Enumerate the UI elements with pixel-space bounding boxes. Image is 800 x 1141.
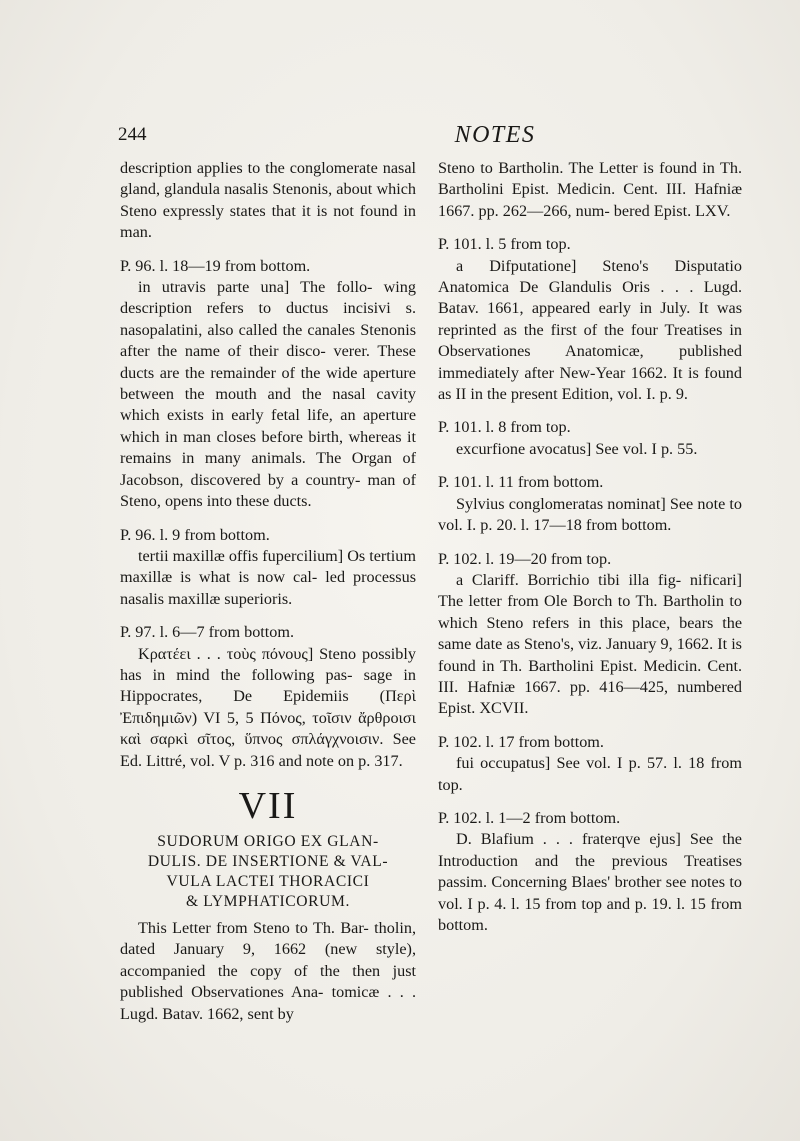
page-header xyxy=(118,124,742,152)
right-reference-1: P. 101. l. 5 from top. xyxy=(438,235,571,254)
section-title xyxy=(120,832,416,912)
left-reference-1: P. 96. l. 18—19 from bottom. xyxy=(120,256,311,275)
left-paragraph-2: in utravis parte una] The follo- wing description refers to ductus incisivi s. nasopalatini, also called the canales Stenonis after the name of their disco- verer. These ducts are the remainder of the wide aperture between the mouth and the nasal cavity which exists in early fetal life, an aperture which in man closes before birth, whereas it remains in many animals. The Organ of Jacobson, discovered by a country- man of Steno, opens into these ducts. xyxy=(120,278,416,511)
left-paragraph-1: description applies to the conglomerate nasal gland, glandula nasalis Stenonis, about which Steno expressly states that it is not found in man. xyxy=(120,159,416,242)
right-column xyxy=(438,158,742,936)
left-reference-2: P. 96. l. 9 from bottom. xyxy=(120,525,270,544)
section-title-line-2: DULIS. DE INSERTIONE & VAL- xyxy=(147,852,389,870)
left-column xyxy=(120,158,416,1025)
right-reference-4: P. 102. l. 19—20 from top. xyxy=(438,549,612,568)
left-reference-3: P. 97. l. 6—7 from bottom. xyxy=(120,623,295,642)
right-paragraph-7: D. Blafium . . . fraterqve ejus] See the Introduction and the previous Treatises passim. Concerning Blaes' brother see notes to vol. I p. 4. l. 15 from top and p. 19. l. 15 from bottom. xyxy=(438,830,742,934)
right-reference-5: P. 102. l. 17 from bottom. xyxy=(438,732,604,751)
running-head: NOTES xyxy=(454,122,536,148)
left-paragraph-3: tertii maxillæ offis fupercilium] Os tertium maxillæ is what is now cal- led processus nasalis maxillæ superioris. xyxy=(120,546,416,608)
right-paragraph-1: Steno to Bartholin. The Letter is found in Th. Bartholini Epist. Medicin. Cent. III. Hafniæ 1667. pp. 262—266, num- bered Epist. LXV. xyxy=(438,159,742,220)
right-paragraph-5: a Clariff. Borrichio tibi illa fig- nificari] The letter from Ole Borch to Th. Bartholin to which Steno refers in this place, bears the same date as Steno's, viz. January 9, 1662. It is found in Th. Bartholini Epist. Medicin. Cent. III. Hafniæ 1667. pp. 416—425, numbered Epist. XCVII. xyxy=(438,570,742,718)
right-paragraph-4: Sylvius conglomeratas nominat] See note to vol. I. p. 20. l. 17—18 from bottom. xyxy=(438,494,742,535)
section-title-line-1: SUDORUM ORIGO EX GLAN- xyxy=(157,832,379,850)
section-title-line-3: VULA LACTEI THORACICI xyxy=(166,872,370,890)
page-number: 244 xyxy=(118,124,147,145)
right-reference-6: P. 102. l. 1—2 from bottom. xyxy=(438,808,621,827)
section-numeral: VII xyxy=(238,784,298,827)
left-paragraph-5: This Letter from Steno to Th. Bar- tholin, dated January 9, 1662 (new style), accompanied the copy of the then just published Observationes Ana- tomicæ . . . Lugd. Batav. 1662, sent by xyxy=(120,918,416,1023)
right-reference-2: P. 101. l. 8 from top. xyxy=(438,418,571,437)
left-paragraph-4: Κρατέει . . . τοὺς πόνους] Steno possibly has in mind the following pas- sage in Hippocrates, De Epidemiis (Περὶ Ἐπιδημιῶν) VI 5, 5 Πόνος, τοῖσιν ἄρθροισι καὶ σαρκὶ σῖτος, ὕπνος σπλάγχνοισιν. See Ed. Littré, vol. V p. 316 and note on p. 317. xyxy=(120,644,416,770)
right-paragraph-2: a Difputatione] Steno's Disputatio Anatomica De Glandulis Oris . . . Lugd. Batav. 1661, appeared early in July. It was reprinted as the first of the four Treatises in Observationes Anatomicæ, published immediately after New-Year 1662. It is found as II in the present Edition, vol. I. p. 9. xyxy=(438,256,742,404)
right-paragraph-6: fui occupatus] See vol. I p. 57. l. 18 from top. xyxy=(438,754,742,794)
right-reference-3: P. 101. l. 11 from bottom. xyxy=(438,473,604,492)
right-paragraph-3: excurfione avocatus] See vol. I p. 55. xyxy=(456,439,698,458)
section-title-line-4: & LYMPHATICORUM. xyxy=(186,892,350,910)
